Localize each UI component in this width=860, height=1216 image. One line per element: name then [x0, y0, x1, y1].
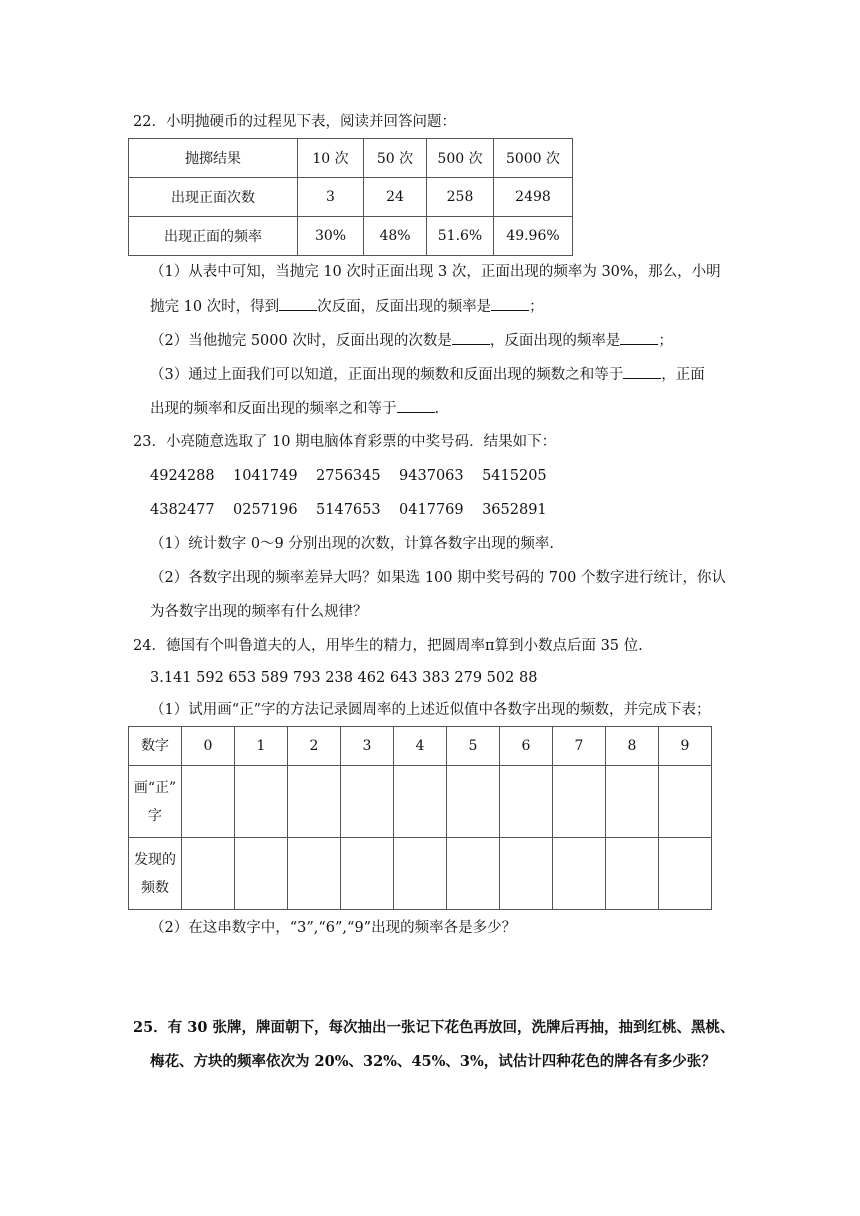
- text-span: ，正面: [661, 367, 705, 383]
- table-header-cell: 数字: [129, 727, 182, 766]
- row-label-frequency: [129, 838, 182, 910]
- answer-blank[interactable]: [623, 364, 661, 379]
- lottery-number: 3652891: [482, 502, 547, 518]
- table-row: [129, 727, 712, 766]
- table-cell[interactable]: [341, 766, 394, 838]
- q25-line2: 梅花、方块的频率依次为 20%、32%、45%、3%，试估计四种花色的牌各有多少张？: [150, 1053, 716, 1070]
- table-header-cell: 2: [288, 727, 341, 766]
- q23-part2-line1: （2）各数字出现的频率差异大吗？如果选 100 期中奖号码的 700 个数字进行统计，你认: [150, 570, 727, 586]
- table-cell[interactable]: [659, 766, 712, 838]
- pi-digits: 3.141 592 653 589 793 238 462 643 383 279 502 88: [150, 670, 538, 686]
- table-cell[interactable]: [182, 838, 235, 910]
- table-header-cell: 6: [500, 727, 553, 766]
- table-header-cell: 5000 次: [494, 139, 573, 178]
- table-cell: 3: [298, 178, 364, 217]
- table-header-cell: 3: [341, 727, 394, 766]
- text-span: 频数: [141, 879, 169, 896]
- text-span: ；: [658, 333, 673, 349]
- text-span: 字: [148, 807, 162, 824]
- lottery-number: 2756345: [316, 468, 381, 484]
- table-cell[interactable]: [553, 838, 606, 910]
- table-row: [129, 838, 712, 910]
- answer-blank[interactable]: [620, 330, 658, 345]
- table-header-cell: 7: [553, 727, 606, 766]
- text-span: 画“正”: [133, 779, 177, 796]
- q22-part2: [150, 330, 673, 351]
- q23-part2-line2: 为各数字出现的频率有什么规律？: [150, 604, 368, 620]
- table-header-cell: 10 次: [298, 139, 364, 178]
- lottery-number: 1041749: [233, 468, 298, 484]
- table-cell: 258: [427, 178, 494, 217]
- q23-part1: （1）统计数字 0～9 分别出现的次数，计算各数字出现的频率.: [150, 536, 555, 552]
- answer-blank[interactable]: [279, 296, 317, 311]
- q22-title: 22．小明抛硬币的过程见下表，阅读并回答问题：: [133, 114, 456, 130]
- answer-blank[interactable]: [491, 296, 529, 311]
- answer-blank[interactable]: [397, 398, 435, 413]
- table-cell[interactable]: [341, 838, 394, 910]
- text-span: .: [434, 401, 440, 417]
- text-span: ；: [529, 299, 544, 315]
- table-cell: 49.96%: [494, 217, 573, 256]
- table-header-cell: 1: [235, 727, 288, 766]
- table-cell: 51.6%: [427, 217, 494, 256]
- text-span: 抛完 10 次时，得到: [150, 299, 280, 315]
- table-header-cell: 9: [659, 727, 712, 766]
- table-cell[interactable]: [553, 766, 606, 838]
- table-cell[interactable]: [500, 766, 553, 838]
- table-cell: 2498: [494, 178, 573, 217]
- table-row: [129, 766, 712, 838]
- table-cell[interactable]: [500, 838, 553, 910]
- q24-part1: （1）试用画“正”字的方法记录圆周率的上述近似值中各数字出现的频数，并完成下表；: [150, 702, 711, 718]
- lottery-numbers-row1: [150, 466, 547, 486]
- table-cell: 出现正面次数: [129, 178, 298, 217]
- row-label-tally: [129, 766, 182, 838]
- table-cell[interactable]: [182, 766, 235, 838]
- table-header-cell: 4: [394, 727, 447, 766]
- q25-line1: 25．有 30 张牌，牌面朝下，每次抽出一张记下花色再放回，洗牌后再抽，抽到红桃、黑桃、: [133, 1019, 735, 1036]
- table-cell[interactable]: [447, 766, 500, 838]
- table-header-cell: 5: [447, 727, 500, 766]
- table-cell[interactable]: [394, 766, 447, 838]
- text-span: 发现的: [134, 851, 176, 868]
- lottery-number: 0417769: [399, 502, 464, 518]
- table-cell[interactable]: [394, 838, 447, 910]
- q22-part3-line1: [150, 364, 705, 385]
- table-row: [129, 217, 573, 256]
- text-span: （3）通过上面我们可以知道，正面出现的频数和反面出现的频数之和等于: [150, 367, 624, 383]
- answer-blank[interactable]: [452, 330, 490, 345]
- table-cell[interactable]: [447, 838, 500, 910]
- table-cell[interactable]: [288, 766, 341, 838]
- lottery-number: 4382477: [150, 502, 215, 518]
- table-header-cell: 0: [182, 727, 235, 766]
- q24-part2: （2）在这串数字中，“3”,“6”,“9”出现的频率各是多少？: [150, 920, 517, 936]
- text-span: 出现的频率和反面出现的频率之和等于: [150, 401, 397, 417]
- lottery-number: 0257196: [233, 502, 298, 518]
- table-header-cell: 8: [606, 727, 659, 766]
- table-cell: 出现正面的频率: [129, 217, 298, 256]
- text-span: （2）当他抛完 5000 次时，反面出现的次数是: [150, 333, 452, 349]
- table-cell[interactable]: [235, 766, 288, 838]
- table-header-cell: 500 次: [427, 139, 494, 178]
- table-cell: 30%: [298, 217, 364, 256]
- q22-part1-line1: （1）从表中可知，当抛完 10 次时正面出现 3 次，正面出现的频率为 30%，那么，小明: [150, 264, 721, 280]
- lottery-number: 9437063: [399, 468, 464, 484]
- lottery-numbers-row2: [150, 500, 547, 520]
- q22-part1-line2: [150, 296, 544, 317]
- q24-title: 24．德国有个叫鲁道夫的人，用毕生的精力，把圆周率π算到小数点后面 35 位.: [133, 638, 643, 654]
- table-cell[interactable]: [288, 838, 341, 910]
- table-cell[interactable]: [606, 766, 659, 838]
- table-cell[interactable]: [235, 838, 288, 910]
- lottery-number: 4924288: [150, 468, 215, 484]
- text-span: ，反面出现的频率是: [489, 333, 621, 349]
- q22-part3-line2: [150, 398, 439, 419]
- table-cell: 24: [364, 178, 427, 217]
- table-header-cell: 抛掷结果: [129, 139, 298, 178]
- table-row: [129, 178, 573, 217]
- table-cell: 48%: [364, 217, 427, 256]
- table-cell[interactable]: [606, 838, 659, 910]
- lottery-number: 5147653: [316, 502, 381, 518]
- q23-title: 23．小亮随意选取了 10 期电脑体育彩票的中奖号码．结果如下：: [133, 434, 557, 450]
- table-header-cell: 50 次: [364, 139, 427, 178]
- lottery-number: 5415205: [482, 468, 547, 484]
- text-span: 次反面，反面出现的频率是: [317, 299, 492, 315]
- table-row: [129, 139, 573, 178]
- pi-digit-table: [128, 726, 712, 910]
- coin-toss-table: [128, 138, 573, 256]
- table-cell[interactable]: [659, 838, 712, 910]
